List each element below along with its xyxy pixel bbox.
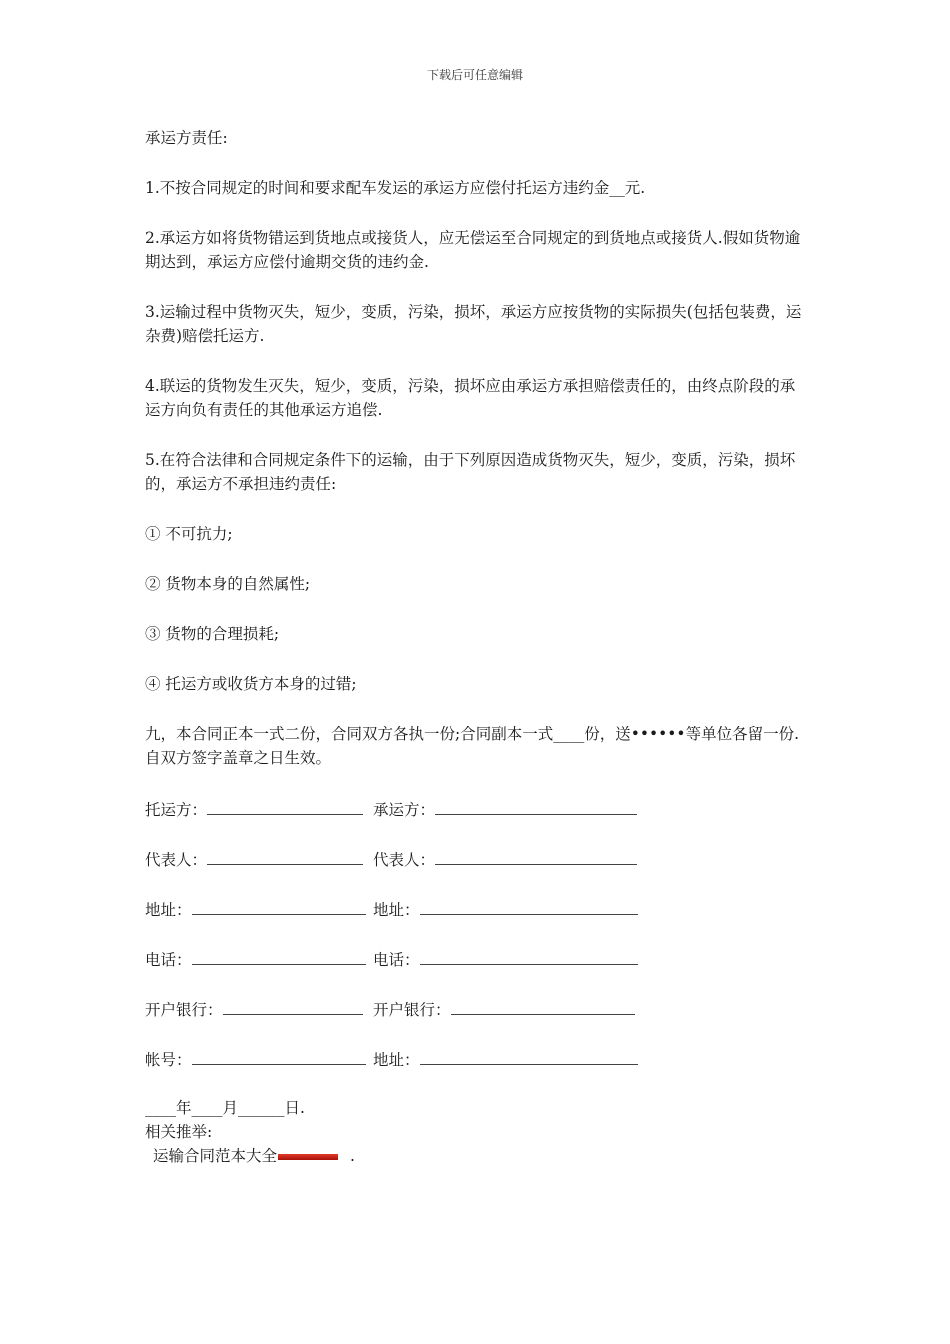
related-label: 相关推举:: [145, 1123, 213, 1141]
red-bar-decoration: [278, 1154, 338, 1160]
signature-row-phone: [145, 946, 805, 970]
document-body: [145, 126, 805, 1168]
carrier-address-blank: [420, 896, 638, 915]
carrier-account-blank: [420, 1046, 638, 1065]
carrier-phone-blank: [420, 946, 638, 965]
carrier-rep-blank: [435, 846, 637, 865]
exemption-2: ② 货物本身的自然属性;: [145, 575, 311, 593]
shipper-account-blank: [192, 1046, 366, 1065]
carrier-label: 承运方：: [373, 801, 436, 819]
carrier-phone-label: 电话：: [373, 951, 420, 969]
carrier-bank-label: 开户银行：: [373, 1001, 451, 1019]
signature-row-account: [145, 1046, 805, 1070]
shipper-address-blank: [192, 896, 366, 915]
carrier-bank-blank: [451, 996, 635, 1015]
signature-row-bank: [145, 996, 805, 1020]
clause-2: 2.承运方如将货物错运到货地点或接货人，应无偿运至合同规定的到货地点或接货人.假如货物逾期达到，承运方应偿付逾期交货的违约金.: [145, 229, 801, 271]
exemption-1: ① 不可抗力;: [145, 525, 233, 543]
date-line: ____年____月______日.: [145, 1099, 305, 1117]
clause-nine: 九，本合同正本一式二份，合同双方各执一份;合同副本一式____份，送••••••等单位各留一份.自双方签字盖章之日生效。: [145, 725, 800, 767]
shipper-rep-label: 代表人：: [145, 851, 208, 869]
clause-5: 5.在符合法律和合同规定条件下的运输，由于下列原因造成货物灭失，短少，变质，污染，损坏的，承运方不承担违约责任:: [145, 451, 796, 493]
signature-row-address: [145, 896, 805, 920]
shipper-rep-blank: [207, 846, 363, 865]
shipper-blank: [207, 796, 363, 815]
signature-row-representative: [145, 846, 805, 870]
shipper-bank-blank: [223, 996, 363, 1015]
clause-4: 4.联运的货物发生灭失，短少，变质，污染，损坏应由承运方承担赔偿责任的，由终点阶段的承运方向负有责任的其他承运方追偿.: [145, 377, 796, 419]
section-title: 承运方责任:: [145, 129, 228, 147]
related-item[interactable]: [153, 1144, 805, 1168]
shipper-bank-label: 开户银行：: [145, 1001, 223, 1019]
shipper-account-label: 帐号：: [145, 1051, 192, 1069]
carrier-rep-label: 代表人：: [373, 851, 436, 869]
carrier-account-label: 地址：: [373, 1051, 420, 1069]
clause-1: 1.不按合同规定的时间和要求配车发运的承运方应偿付托运方违约金__元.: [145, 179, 646, 197]
carrier-blank: [435, 796, 637, 815]
carrier-address-label: 地址：: [373, 901, 420, 919]
exemption-4: ④ 托运方或收货方本身的过错;: [145, 675, 357, 693]
related-link[interactable]: 运输合同范本大全: [153, 1147, 278, 1165]
shipper-address-label: 地址：: [145, 901, 192, 919]
shipper-label: 托运方：: [145, 801, 208, 819]
shipper-phone-blank: [192, 946, 366, 965]
related-trail: .: [350, 1147, 355, 1165]
signature-row-party: [145, 796, 805, 820]
page-header: 下载后可任意编辑: [426, 68, 523, 82]
shipper-phone-label: 电话：: [145, 951, 192, 969]
clause-3: 3.运输过程中货物灭失，短少，变质，污染，损坏，承运方应按货物的实际损失(包括包装费，运杂费)赔偿托运方.: [145, 303, 802, 345]
exemption-3: ③ 货物的合理损耗;: [145, 625, 280, 643]
